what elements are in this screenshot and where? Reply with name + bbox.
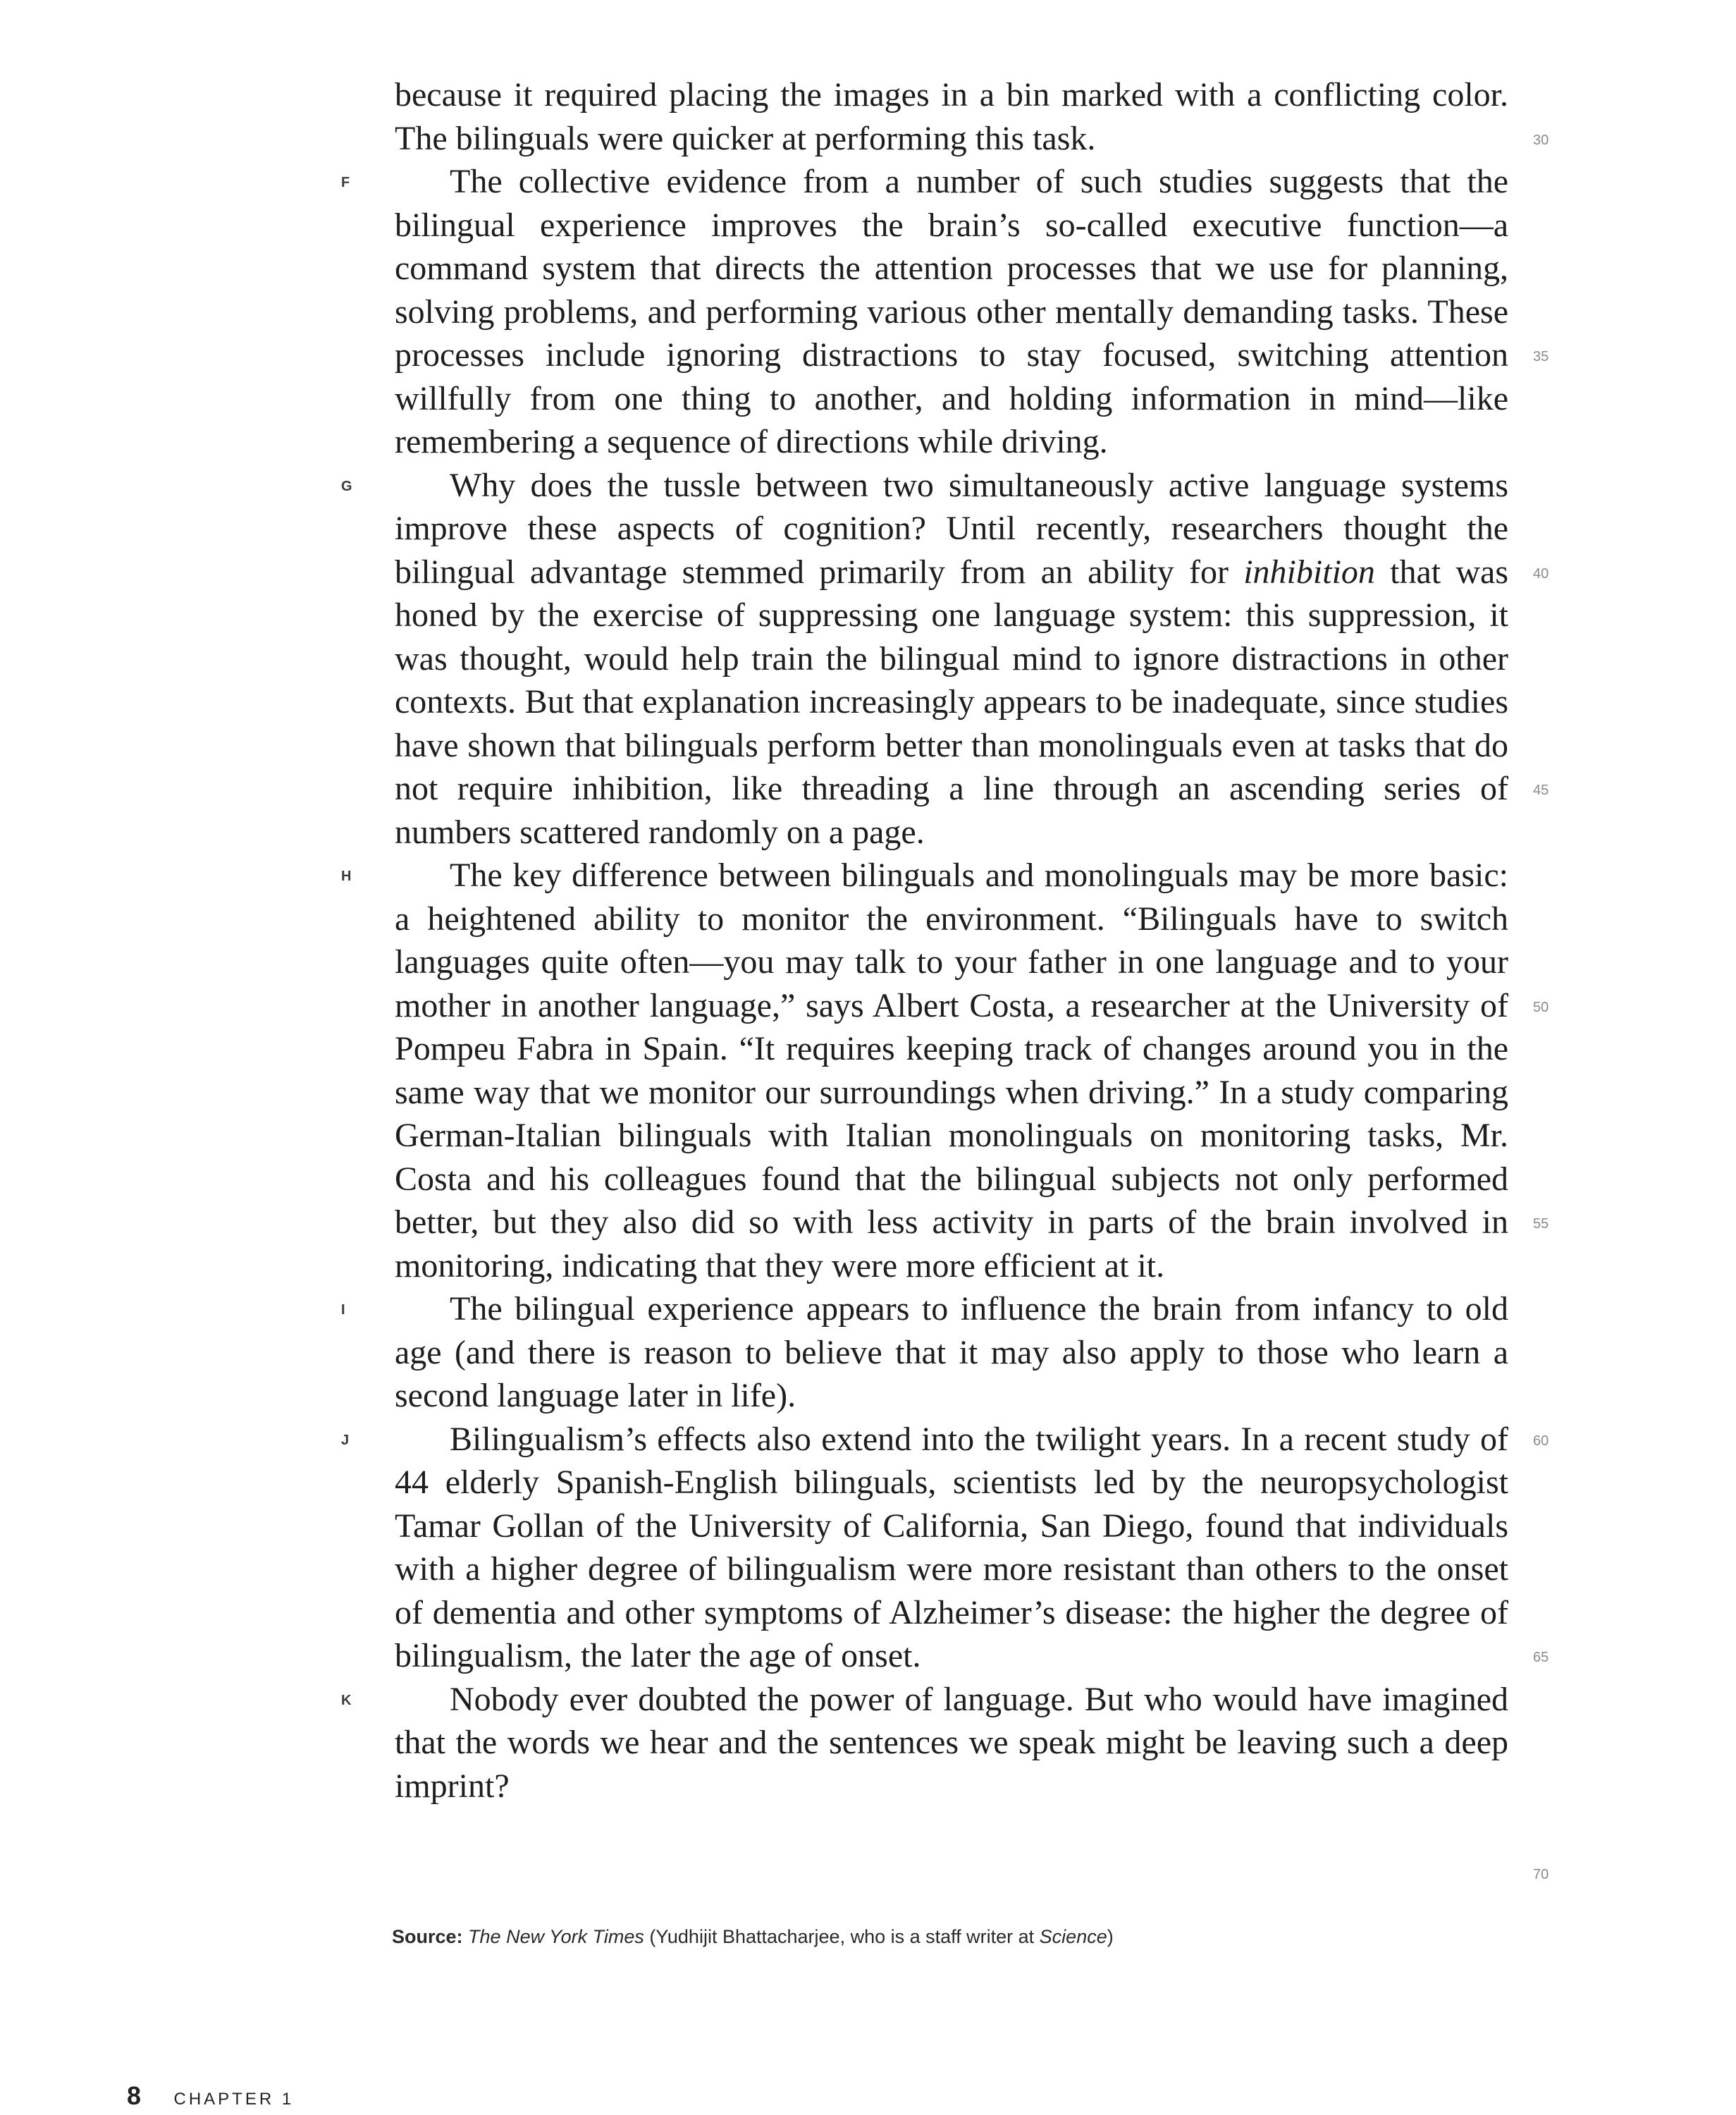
article-body xyxy=(341,73,1508,1808)
line-number: 55 xyxy=(1533,1216,1549,1232)
source-author: (Yudhijit Bhattacharjee, who is a staff writer at xyxy=(644,1926,1040,1947)
line-number: 35 xyxy=(1533,349,1549,364)
paragraph xyxy=(341,854,1508,1287)
source-citation xyxy=(392,1926,1114,1948)
paragraph-text: because it required placing the images in a bin marked with a conflicting color. The bilinguals were quicker at performing this task. xyxy=(395,76,1508,157)
paragraph xyxy=(341,1418,1508,1678)
paragraph-text: Bilingualism’s effects also extend into the twilight years. In a recent study of 44 elderly Spanish-English bilinguals, scientists led by the neuropsychologist Tamar Gollan of the University of California, San Diego, found that individuals with a higher degree of bilingualism were more resistant than others to the onset of dementia and other symptoms of Alzheimer’s disease: the higher the degree of bilingualism, the later the age of onset. xyxy=(395,1420,1508,1674)
italic-term: inhibition xyxy=(1243,553,1375,591)
paragraph xyxy=(341,464,1508,854)
line-number: 50 xyxy=(1533,999,1549,1015)
paragraph-letter: K xyxy=(341,1692,352,1708)
paragraph xyxy=(395,73,1508,160)
paragraph-text: that was honed by the exercise of suppressing one language system: this suppression, it was thought, would help train the bilingual mind to ignore distractions in other contexts. But that explanation increasingly appears to be inadequate, since studies have shown that bilinguals perform better than monolinguals even at tasks that do not require inhibition, like threading a line through an ascending series of numbers scattered randomly on a page. xyxy=(395,553,1508,851)
source-publication: The New York Times xyxy=(468,1926,644,1947)
line-number: 65 xyxy=(1533,1650,1549,1665)
line-number: 40 xyxy=(1533,565,1549,582)
paragraph xyxy=(341,1287,1508,1418)
paragraph-text: Why does the tussle between two simultaneously active language systems improve these aspects of cognition? Until recently, researchers thought the bilingual advantage stemmed primarily from an ability for xyxy=(395,466,1508,591)
source-journal: Science xyxy=(1039,1926,1107,1947)
source-author-suffix: ) xyxy=(1107,1926,1114,1947)
page-footer xyxy=(127,2081,294,2111)
chapter-label: CHAPTER 1 xyxy=(173,2090,295,2109)
page-number: 8 xyxy=(127,2081,142,2110)
paragraph-text: Nobody ever doubted the power of language. But who would have imagined that the words we hear and the sentences we speak might be leaving such a deep imprint? xyxy=(395,1680,1508,1805)
paragraph-letter: I xyxy=(341,1302,345,1318)
paragraph-letter: J xyxy=(341,1432,350,1448)
source-label: Source: xyxy=(392,1926,463,1947)
paragraph-letter: F xyxy=(341,175,350,190)
paragraph-letter: G xyxy=(341,478,352,494)
paragraph-text: The key difference between bilinguals and monolinguals may be more basic: a heightened ability to monitor the environment. “Bilinguals have to switch languages quite often—you may talk to your father in one language and to your mother in another language,” says Albert Costa, a researcher at the University of Pompeu Fabra in Spain. “It requires keeping track of changes around you in the same way that we monitor our surroundings when driving.” In a study comparing German-Italian bilinguals with Italian monolinguals on monitoring tasks, Mr. Costa and his colleagues found that the bilingual subjects not only performed better, but they also did so with less activity in parts of the brain involved in monitoring, indicating that they were more efficient at it. xyxy=(395,857,1508,1285)
line-number: 60 xyxy=(1533,1433,1549,1449)
paragraph-text: The bilingual experience appears to influence the brain from infancy to old age (and there is reason to believe that it may also apply to those who learn a second language later in life). xyxy=(395,1290,1508,1414)
line-number: 30 xyxy=(1533,132,1549,148)
line-number: 45 xyxy=(1533,783,1549,798)
line-number: 70 xyxy=(1533,1866,1549,1882)
paragraph-letter: H xyxy=(341,869,352,884)
paragraph xyxy=(341,160,1508,464)
paragraph-text: The collective evidence from a number of such studies suggests that the bilingual experience improves the brain’s so-called executive function—a command system that directs the attention processes that we use for planning, solving problems, and performing various other mentally demanding tasks. These processes include ignoring distractions to stay focused, switching attention willfully from one thing to another, and holding information in mind—like remembering a sequence of directions while driving. xyxy=(395,163,1508,460)
paragraph xyxy=(341,1678,1508,1808)
